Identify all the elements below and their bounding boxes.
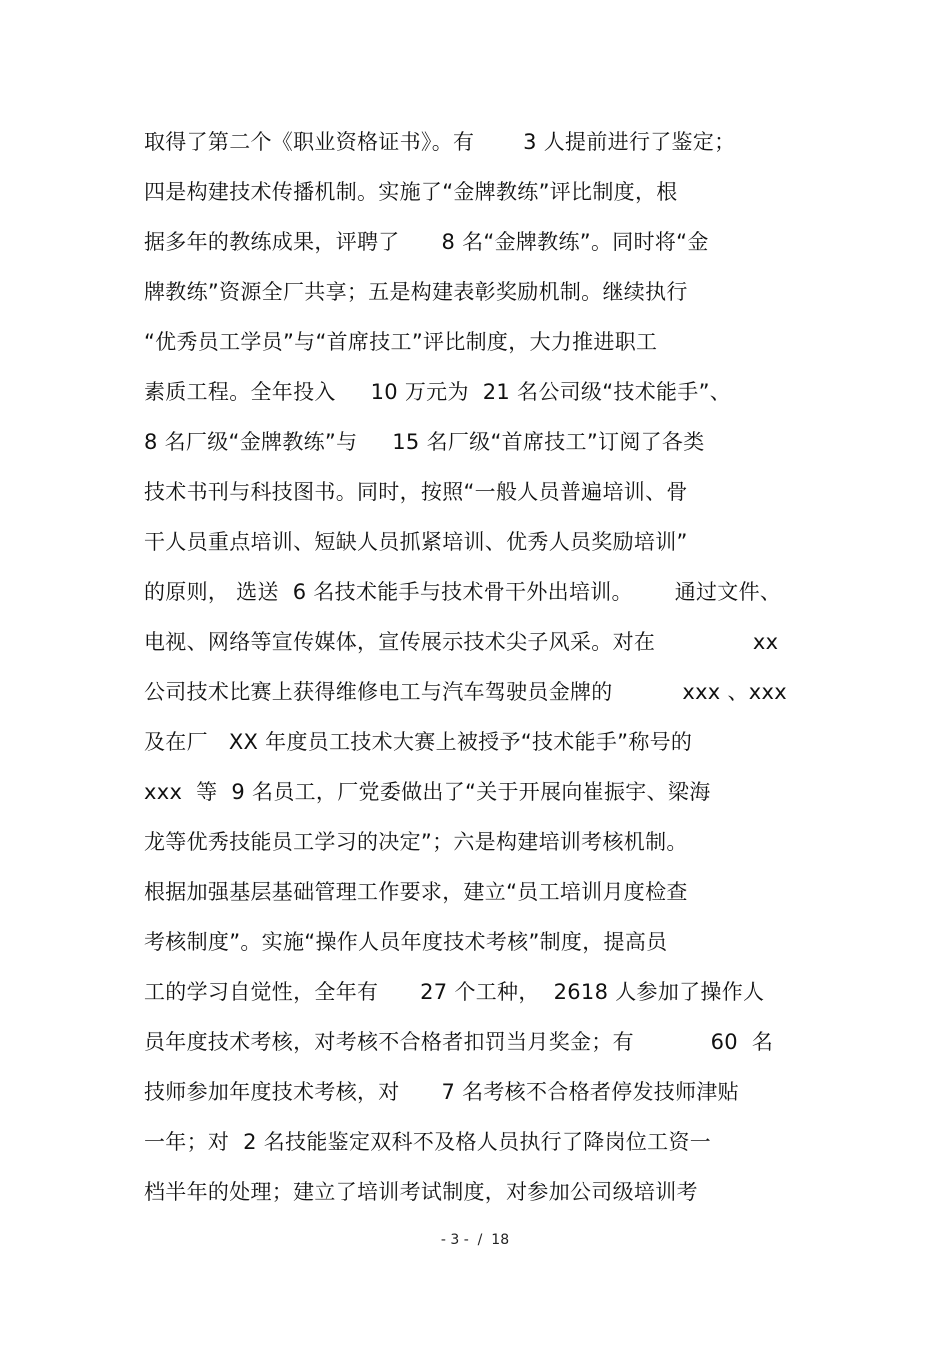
body-text-line: 员年度技术考核，对考核不合格者扣罚当月奖金；有 60 名	[144, 1030, 774, 1054]
body-text-line: 技师参加年度技术考核，对 7 名考核不合格者停发技师津贴	[144, 1080, 739, 1104]
body-text-line: 档半年的处理；建立了培训考试制度，对参加公司级培训考	[144, 1180, 698, 1204]
body-text-line: 据多年的教练成果，评聘了 8 名“金牌教练”。同时将“金	[144, 230, 709, 254]
body-text-line: 四是构建技术传播机制。实施了“金牌教练”评比制度，根	[144, 180, 678, 204]
body-text-line: 8 名厂级“金牌教练”与 15 名厂级“首席技工”订阅了各类	[144, 430, 705, 454]
body-text-line: 考核制度”。实施“操作人员年度技术考核”制度，提高员	[144, 930, 668, 954]
body-text-line: 及在厂 XX 年度员工技术大赛上被授予“技术能手”称号的	[144, 730, 693, 754]
body-text-line: 干人员重点培训、短缺人员抓紧培训、优秀人员奖励培训”	[144, 530, 688, 554]
body-text-line: 素质工程。全年投入 10 万元为 21 名公司级“技术能手”、	[144, 380, 732, 404]
page-number: - 3 - / 18	[440, 1232, 510, 1248]
body-text-line: 取得了第二个《职业资格证书》。有 3 人提前进行了鉴定；	[144, 130, 736, 154]
body-text-line: 电视、网络等宣传媒体，宣传展示技术尖子风采。对在 xx	[144, 630, 779, 654]
body-text-line: “优秀员工学员”与“首席技工”评比制度，大力推进职工	[144, 330, 658, 354]
body-text-line: 龙等优秀技能员工学习的决定”；六是构建培训考核机制。	[144, 830, 688, 854]
body-text-line: 根据加强基层基础管理工作要求，建立“员工培训月度检查	[144, 880, 688, 904]
body-text-line: 一年；对 2 名技能鉴定双科不及格人员执行了降岗位工资一	[144, 1130, 712, 1154]
body-text-line: 牌教练”资源全厂共享；五是构建表彰奖励机制。继续执行	[144, 280, 688, 304]
body-text-line: xxx 等 9 名员工，厂党委做出了“关于开展向崔振宇、梁海	[144, 780, 711, 804]
body-text-line: 技术书刊与科技图书。同时，按照“一般人员普遍培训、骨	[144, 480, 688, 504]
body-text-line: 公司技术比赛上获得维修电工与汽车驾驶员金牌的 xxx 、xxx	[144, 680, 787, 704]
body-text-line: 的原则， 选送 6 名技术能手与技术骨干外出培训。 通过文件、	[144, 580, 782, 604]
body-text-line: 工的学习自觉性，全年有 27 个工种， 2618 人参加了操作人	[144, 980, 765, 1004]
